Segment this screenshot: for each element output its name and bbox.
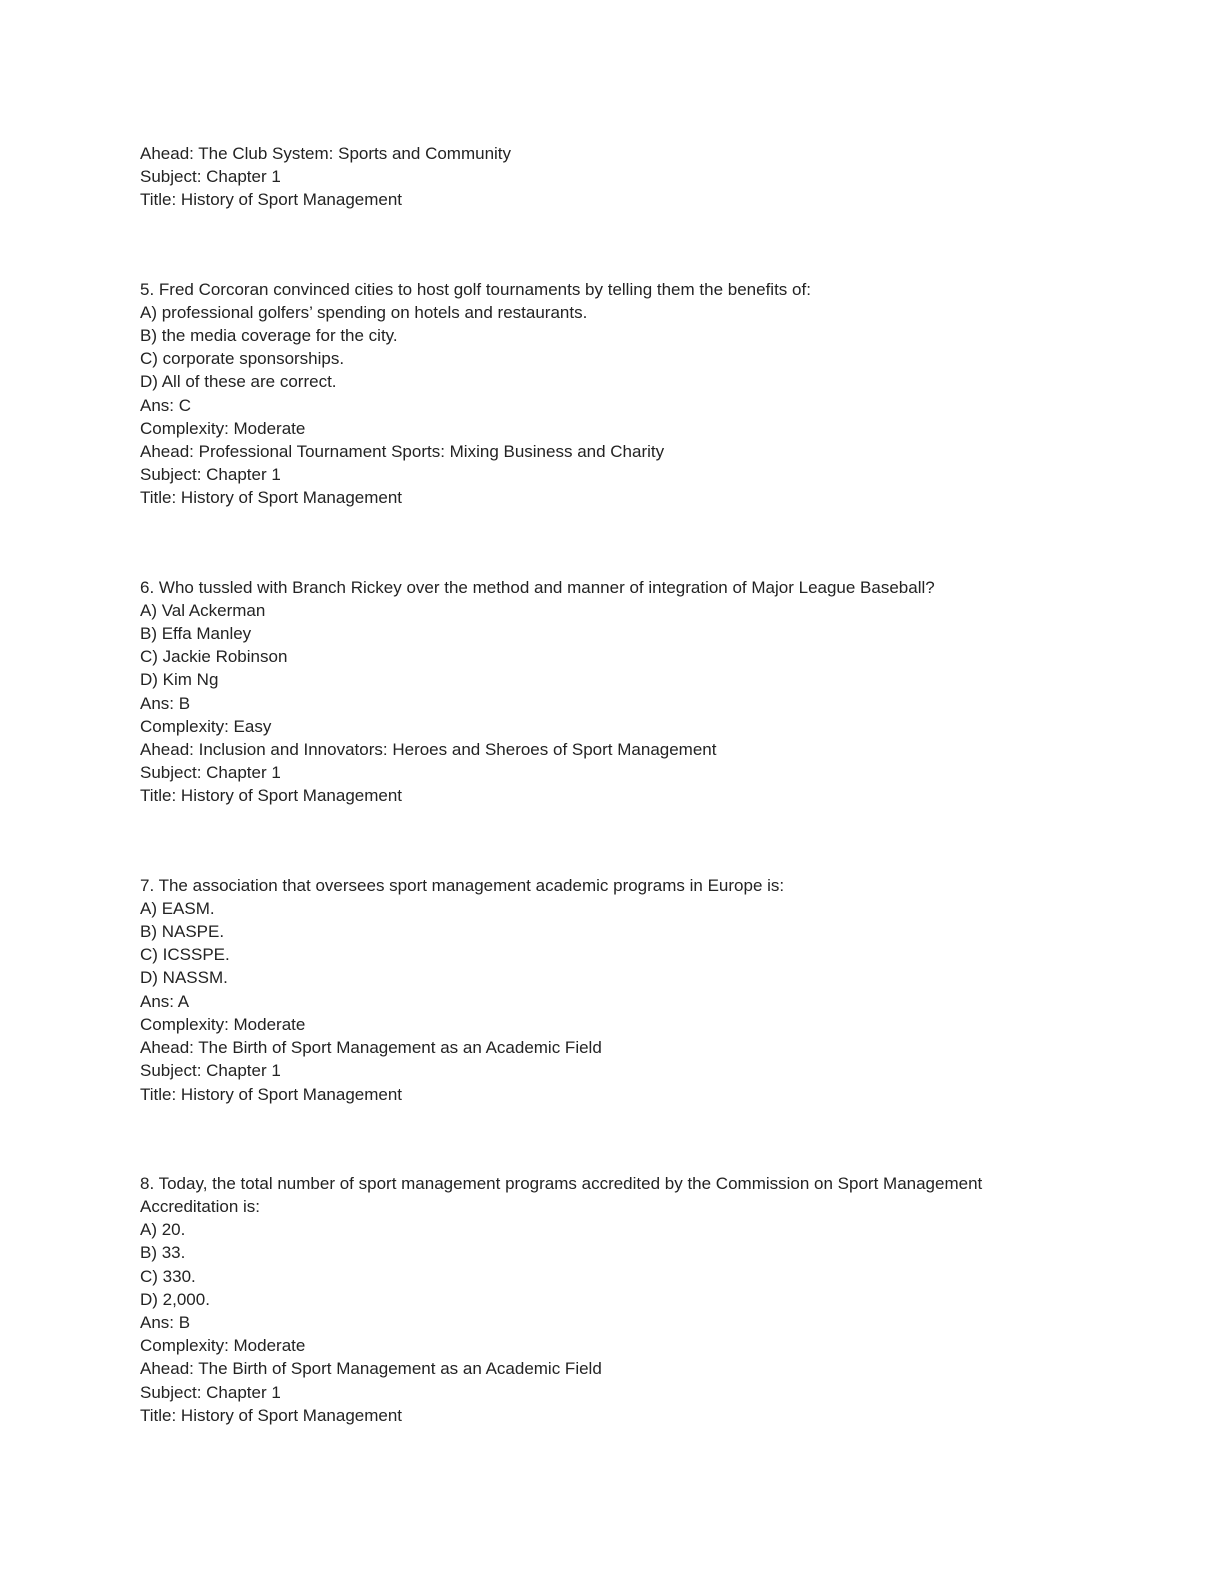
option-a: A) 20. bbox=[140, 1220, 186, 1240]
answer-line: Ans: B bbox=[140, 693, 191, 713]
question-text: 5. Fred Corcoran convinced cities to host golf tournaments by telling them the benefits of: bbox=[140, 279, 811, 299]
complexity-line: Complexity: Easy bbox=[140, 716, 272, 736]
subject-line: Subject: Chapter 1 bbox=[140, 465, 281, 485]
title-line: Title: History of Sport Management bbox=[140, 1405, 403, 1425]
question-block-5 bbox=[140, 278, 1078, 510]
title-line: Title: History of Sport Management bbox=[140, 786, 403, 806]
ahead-line: Ahead: Professional Tournament Sports: Mixing Business and Charity bbox=[140, 442, 665, 462]
option-d: D) NASSM. bbox=[140, 968, 228, 988]
option-d: D) Kim Ng bbox=[140, 670, 219, 690]
ahead-line: Ahead: The Club System: Sports and Community bbox=[140, 144, 512, 163]
subject-line: Subject: Chapter 1 bbox=[140, 1382, 281, 1402]
title-line: Title: History of Sport Management bbox=[140, 488, 403, 508]
option-c: C) 330. bbox=[140, 1266, 196, 1286]
subject-line: Subject: Chapter 1 bbox=[140, 763, 281, 783]
option-a: A) Val Ackerman bbox=[140, 600, 266, 620]
ahead-line: Ahead: The Birth of Sport Management as an Academic Field bbox=[140, 1038, 602, 1058]
question-block-6 bbox=[140, 576, 1078, 808]
option-c: C) ICSSPE. bbox=[140, 945, 230, 965]
complexity-line: Complexity: Moderate bbox=[140, 418, 306, 438]
option-d: D) 2,000. bbox=[140, 1289, 210, 1309]
document-content bbox=[140, 142, 1078, 1427]
answer-line: Ans: C bbox=[140, 395, 192, 415]
answer-line: Ans: A bbox=[140, 991, 190, 1011]
header-fragment-block bbox=[140, 142, 1078, 212]
title-line: Title: History of Sport Management bbox=[140, 190, 403, 210]
option-c: C) corporate sponsorships. bbox=[140, 349, 345, 369]
question-text: 8. Today, the total number of sport management programs accredited by the Commission on Sport Management Accreditation is: bbox=[140, 1173, 983, 1216]
answer-line: Ans: B bbox=[140, 1312, 191, 1332]
title-line: Title: History of Sport Management bbox=[140, 1084, 403, 1104]
complexity-line: Complexity: Moderate bbox=[140, 1014, 306, 1034]
option-b: B) Effa Manley bbox=[140, 624, 252, 644]
subject-line: Subject: Chapter 1 bbox=[140, 1061, 281, 1081]
subject-line: Subject: Chapter 1 bbox=[140, 167, 281, 187]
question-text: 6. Who tussled with Branch Rickey over the method and manner of integration of Major League Baseball? bbox=[140, 577, 935, 597]
question-text: 7. The association that oversees sport management academic programs in Europe is: bbox=[140, 875, 785, 895]
option-d: D) All of these are correct. bbox=[140, 372, 337, 392]
ahead-line: Ahead: The Birth of Sport Management as an Academic Field bbox=[140, 1359, 602, 1379]
option-b: B) NASPE. bbox=[140, 922, 225, 942]
option-b: B) the media coverage for the city. bbox=[140, 326, 398, 346]
option-c: C) Jackie Robinson bbox=[140, 647, 288, 667]
ahead-line: Ahead: Inclusion and Innovators: Heroes and Sheroes of Sport Management bbox=[140, 740, 717, 760]
option-a: A) professional golfers’ spending on hotels and restaurants. bbox=[140, 302, 588, 322]
question-block-7 bbox=[140, 874, 1078, 1106]
complexity-line: Complexity: Moderate bbox=[140, 1336, 306, 1356]
option-b: B) 33. bbox=[140, 1243, 186, 1263]
question-block-8 bbox=[140, 1172, 1078, 1427]
option-a: A) EASM. bbox=[140, 898, 215, 918]
